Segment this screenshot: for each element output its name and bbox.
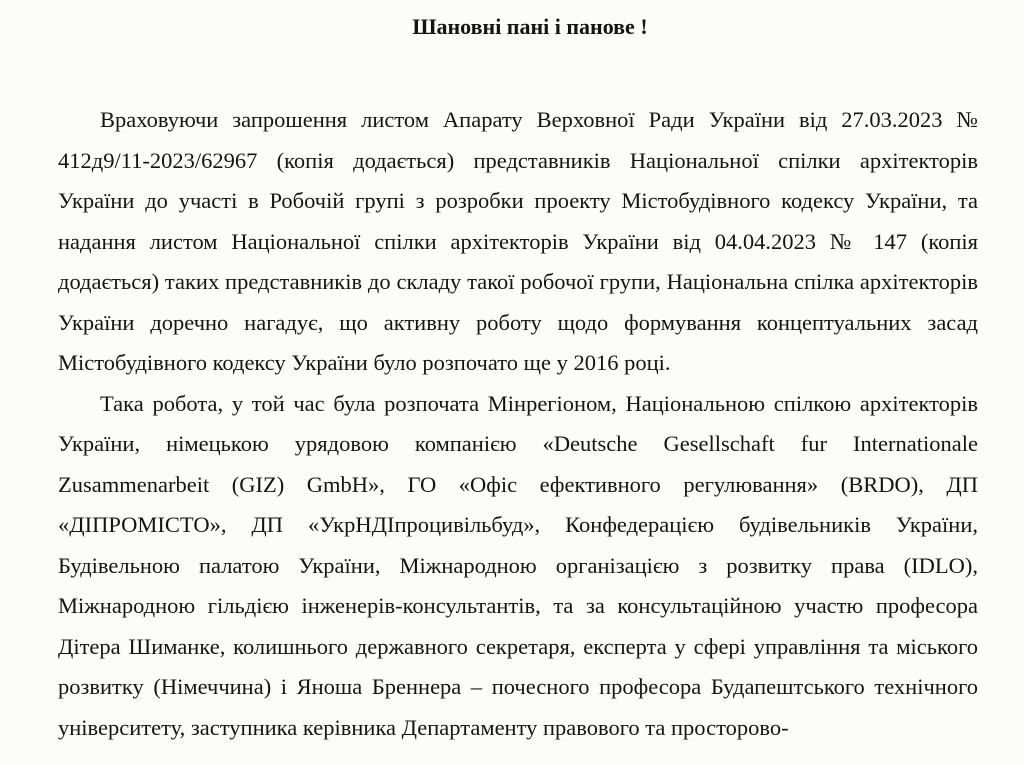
paragraph-1: Враховуючи запрошення листом Апарату Верховної Ради України від 27.03.2023 № 412д9/11-2023/62967 (копія додається) представників Національної спілки архітекторів України до участі в Робочій групі з розробки проекту Містобудівного кодексу України, та надання листом Національної спілки архітекторів України від 04.04.2023 № 147 (копія додається) таких представників до складу такої робочої групи, Національна спілка архітекторів України доречно нагадує, що активну роботу щодо формування концептуальних засад Містобудівного кодексу України було розпочато ще у 2016 році. — [58, 107, 978, 375]
document-title: Шановні пані і панове ! — [412, 14, 648, 39]
paragraph-2: Така робота, у той час була розпочата Мінрегіоном, Національною спілкою архітекторів України, німецькою урядовою компанією «Deutsche Gesellschaft fur Internationale Zusammenarbeit (GIZ) GmbH», ГО «Офіс ефективного регулювання» (BRDO), ДП «ДІПРОМІСТО», ДП «УкрНДІпроцивільбуд», Конфедерацією будівельників України, Будівельною палатою України, Міжнародною організацією з розвитку права (IDLO), Міжнародною гільдією інженерів-консультантів, та за консультаційною участю професора Дітера Шиманке, колишнього державного секретаря, експерта у сфері управління та міського розвитку (Німеччина) і Яноша Бреннера – почесного професора Будапештського технічного університету, заступника керівника Департаменту правового та просторово- — [58, 390, 978, 740]
document-body — [58, 100, 978, 748]
